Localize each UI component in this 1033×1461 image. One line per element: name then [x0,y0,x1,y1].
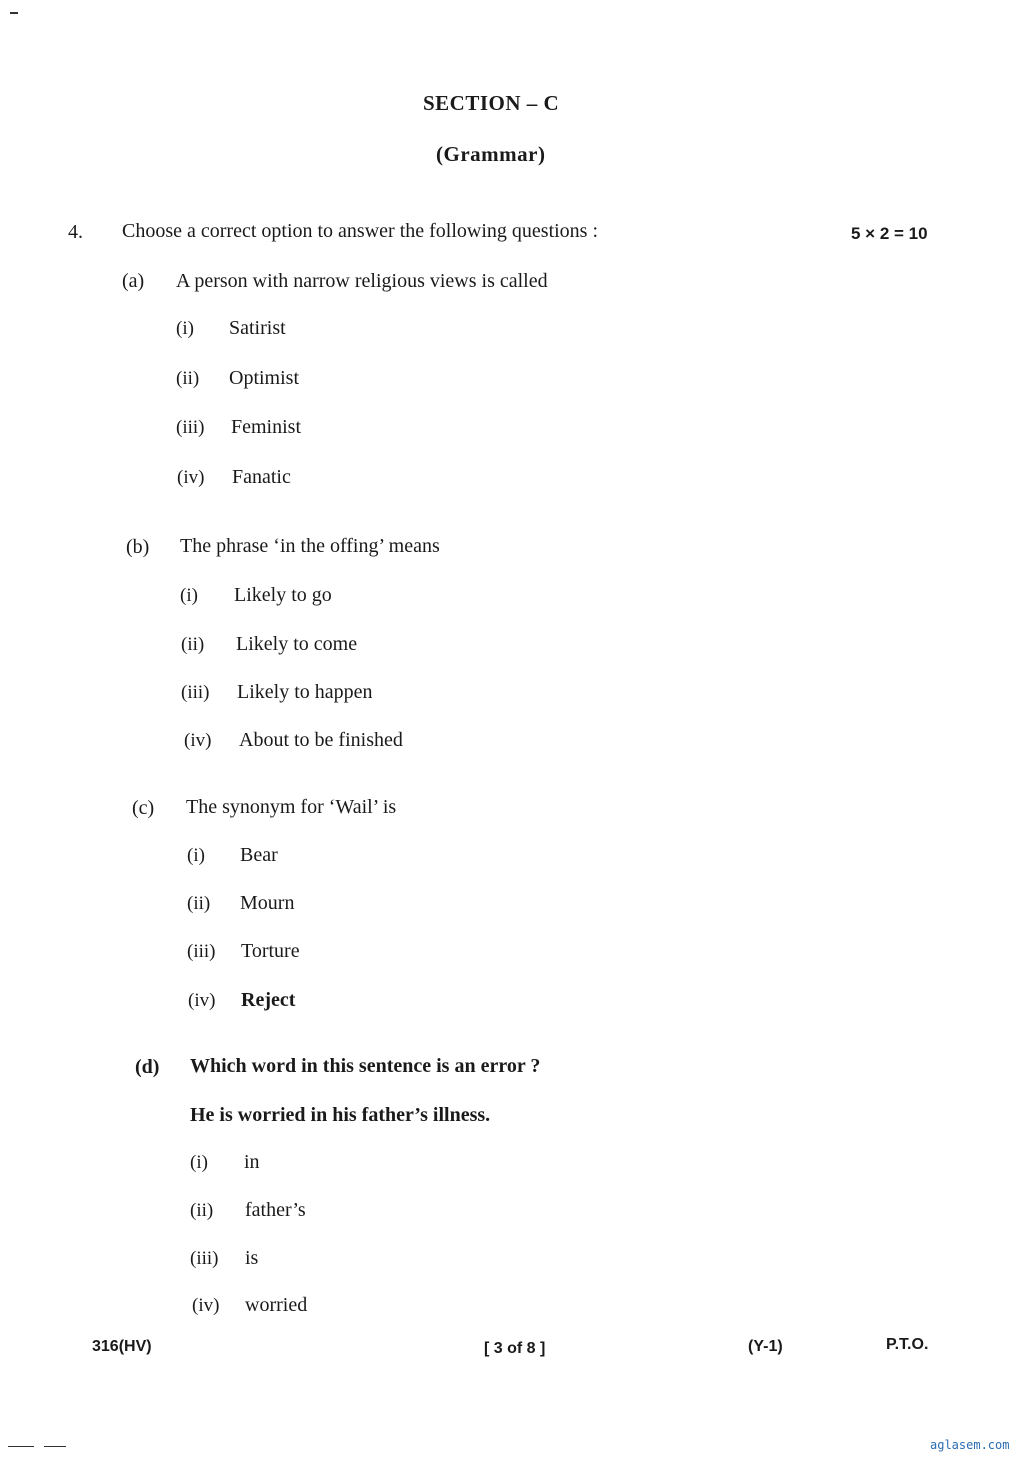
option-text: Feminist [231,416,302,438]
option-label: (ii) [190,1200,214,1221]
option-label: (iii) [187,941,216,962]
option-label: (iii) [190,1248,219,1269]
part-label: (a) [122,270,145,292]
option-text: Likely to happen [237,681,373,703]
option-label: (iv) [188,990,216,1011]
part-stem: The phrase ‘in the offing’ means [180,535,440,557]
option-text: is [245,1247,259,1269]
part-stem: Which word in this sentence is an error ? [190,1055,541,1077]
option-text: Likely to go [234,584,332,606]
question-number: 4. [68,221,83,243]
question-marks: 5 × 2 = 10 [851,224,928,243]
option-label: (i) [180,585,198,606]
option-text: Optimist [229,367,300,389]
option-label: (i) [176,318,194,339]
question-text: Choose a correct option to answer the following questions : [122,220,599,242]
part-label: (c) [132,797,155,819]
option-text: Likely to come [236,633,358,655]
option-label: (iii) [176,417,205,438]
scan-mark [44,1446,66,1447]
option-label: (i) [190,1152,208,1173]
pto-label: P.T.O. [886,1336,929,1353]
option-text: Mourn [240,892,295,914]
watermark: aglasem.com [930,1438,1010,1452]
option-label: (i) [187,845,205,866]
option-label: (ii) [187,893,211,914]
part-stem: A person with narrow religious views is called [176,270,548,292]
part-label: (d) [135,1056,160,1078]
error-sentence: He is worried in his father’s illness. [190,1104,491,1126]
scan-mark [10,12,18,14]
option-text: worried [245,1294,308,1316]
section-subtitle: (Grammar) [436,142,546,166]
option-text: Reject [241,989,296,1011]
option-text: Bear [240,844,278,866]
set-code: (Y-1) [748,1338,783,1355]
part-label: (b) [126,536,150,558]
page-number: [ 3 of 8 ] [484,1340,546,1357]
option-text: father’s [245,1199,306,1221]
option-text: Torture [241,940,300,962]
option-text: Satirist [229,317,286,339]
section-title: SECTION – C [423,91,560,115]
option-label: (iii) [181,682,210,703]
scan-mark [8,1446,34,1447]
option-text: About to be finished [239,729,403,751]
option-label: (iv) [192,1295,220,1316]
part-stem: The synonym for ‘Wail’ is [186,796,397,818]
option-label: (iv) [177,467,205,488]
option-label: (iv) [184,730,212,751]
option-text: in [244,1151,260,1173]
option-text: Fanatic [232,466,291,488]
paper-code: 316(HV) [92,1338,152,1355]
option-label: (ii) [181,634,205,655]
option-label: (ii) [176,368,200,389]
